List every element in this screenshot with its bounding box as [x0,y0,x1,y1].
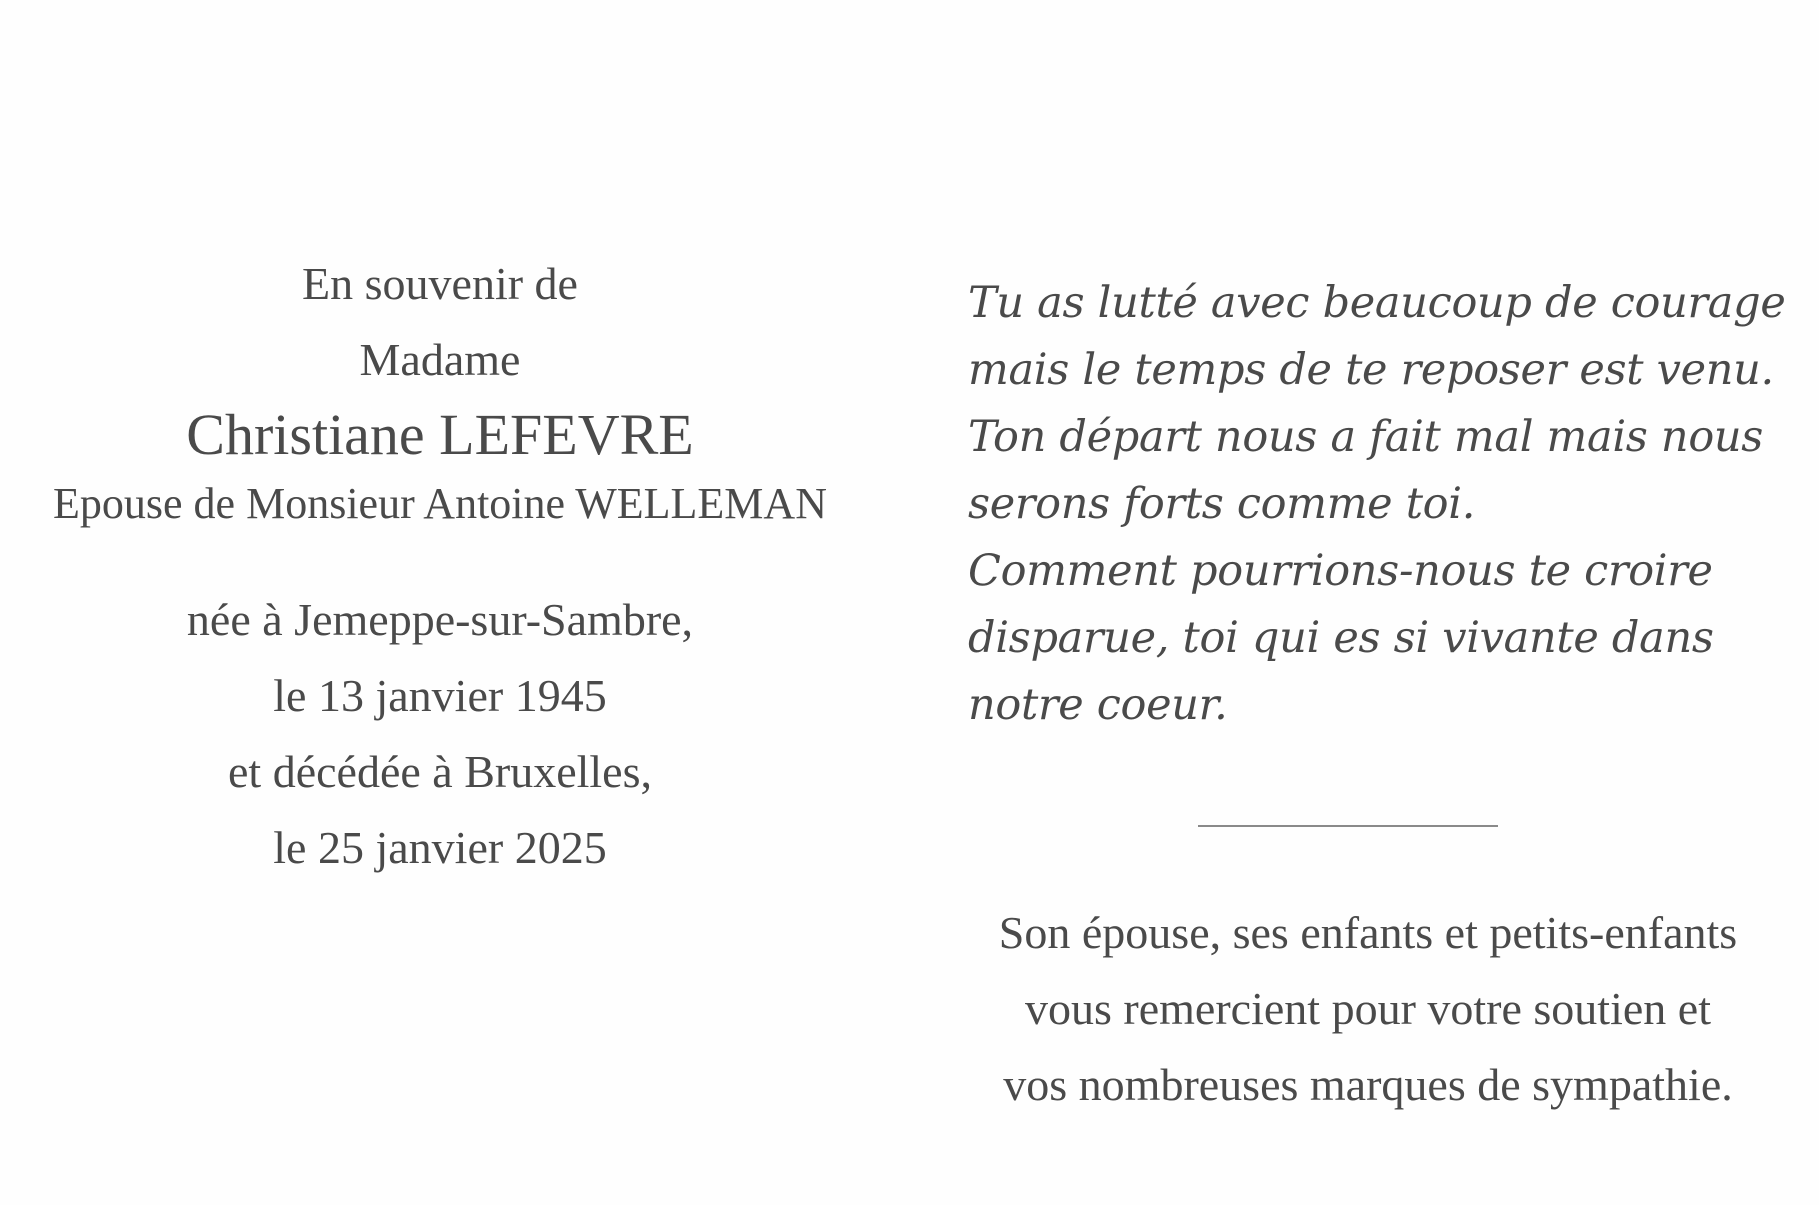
poem-line: mais le temps de te reposer est venu. [968,345,1774,395]
title-text: Madame [359,334,521,385]
death-place: et décédée à Bruxelles, [228,746,652,797]
thanks-line: Son épouse, ses enfants et petits-enfants [998,907,1738,958]
birth-place: née à Jemeppe-sur-Sambre, [186,594,694,645]
poem-line: disparue, toi qui es si vivante dans [968,613,1714,663]
poem-line: Ton départ nous a fait mal mais nous [968,412,1764,462]
intro-text: En souvenir de [302,258,578,309]
separator-line [1198,825,1498,827]
birth-date: le 13 janvier 1945 [273,670,607,721]
thanks-line: vos nombreuses marques de sympathie. [1003,1059,1733,1110]
message-column [968,270,1788,1123]
death-date: le 25 janvier 2025 [273,822,607,873]
memorial-details [40,246,840,886]
spouse-text: Epouse de Monsieur Antoine WELLEMAN [53,479,827,528]
poem-line: serons forts comme toi. [968,479,1476,529]
poem [968,270,1788,739]
thanks-message [958,895,1778,1123]
poem-line: Comment pourrions-nous te croire [968,546,1713,596]
deceased-name: Christiane LEFEVRE [186,402,694,467]
poem-line: notre coeur. [968,680,1228,730]
thanks-line: vous remercient pour votre soutien et [1025,983,1711,1034]
poem-line: Tu as lutté avec beaucoup de courage [968,278,1786,328]
